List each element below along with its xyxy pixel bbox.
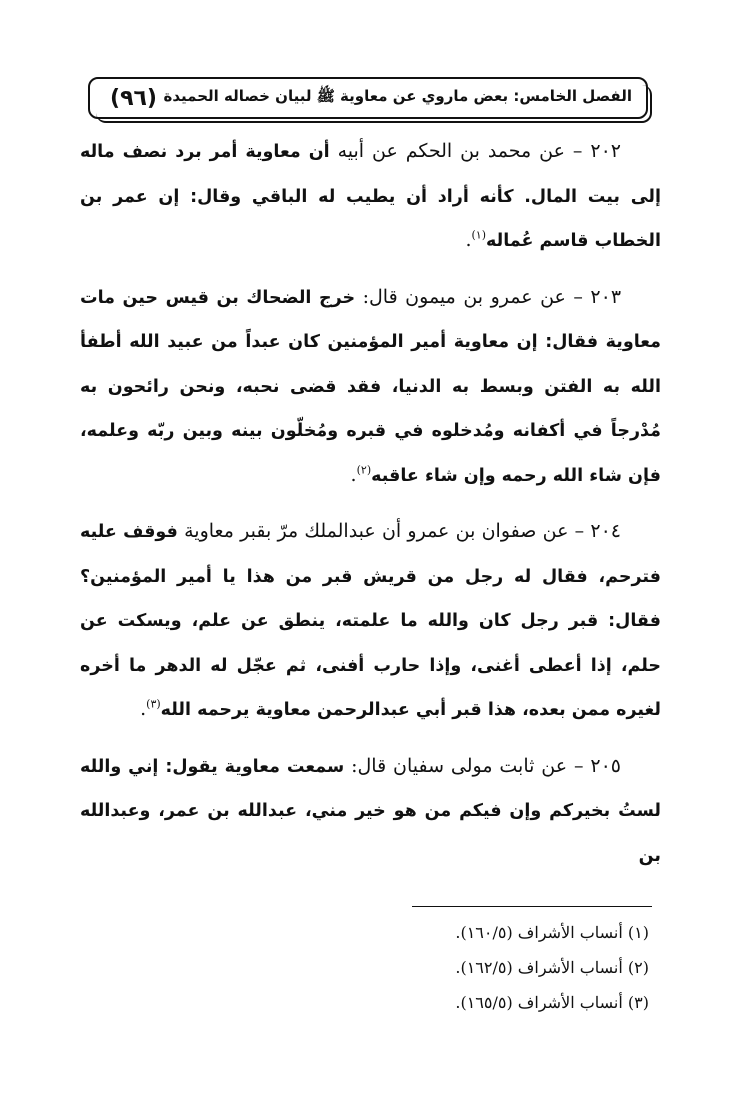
hadith-chain: عن صفوان بن عمرو أن عبدالملك مرّ بقبر معاوية <box>184 520 569 542</box>
running-header <box>88 77 648 119</box>
main-text <box>80 130 661 890</box>
footnote-reference: (١) <box>471 228 487 242</box>
footnote-1: (١) أنساب الأشراف (١٦٠/٥). <box>455 923 649 942</box>
chapter-title: الفصل الخامس: بعض ماروي عن معاوية ﷺ لبيان خصاله الحميدة <box>163 87 632 105</box>
hadith-text: سمعت معاوية يقول: إني والله لستُ بخيركم وإن فيكم من هو خير مني، عبدالله بن عمر، وعبدالله بن <box>80 756 661 866</box>
hadith-chain: عن محمد بن الحكم عن أبيه <box>337 140 565 162</box>
hadith-end: . <box>350 463 357 486</box>
hadith-number: ٢٠٥ – <box>573 754 621 777</box>
page-number: (٩٦) <box>110 85 157 111</box>
footnotes <box>455 915 649 1020</box>
hadith-text: فوقف عليه فترحم، فقال له رجل من قريش قبر من هذا يا أمير المؤمنين؟ فقال: قبر رجل كان والله ما علمته، ينطق عن علم، ويسكت عن حلم، إذا أعطى أغنى، وإذا حارب أفنى، ثم عجّل له الدهر ما أخره لغيره ممن بعده، هذا قبر أبي عبدالرحمن معاوية يرحمه الله <box>80 522 661 720</box>
footnote-divider <box>412 906 652 907</box>
hadith-chain: عن ثابت مولى سفيان قال: <box>351 754 568 777</box>
footnote-3: (٣) أنساب الأشراف (١٦٥/٥). <box>455 993 649 1012</box>
hadith-text: خرج الضحاك بن قيس حين مات معاوية فقال: إن معاوية أمير المؤمنين كان عبداً من عبيد الله أطفأ الله به الفتن وبسط به الدنيا، فقد قضى نحبه، ونحن رائحون به مُدْرجاً في أكفانه ومُدخلوه في قبره ومُخلّون بينه وبين ربّه وعلمه، فإن شاء الله رحمه وإن شاء عاقبه <box>80 287 661 486</box>
hadith-chain: عن عمرو بن ميمون قال: <box>362 285 566 308</box>
hadith-end: . <box>140 698 147 720</box>
footnote-2: (٢) أنساب الأشراف (١٦٢/٥). <box>455 958 649 977</box>
hadith-205 <box>80 745 661 879</box>
hadith-number: ٢٠٣ – <box>573 285 622 308</box>
hadith-number: ٢٠٢ – <box>572 140 621 162</box>
hadith-204 <box>80 510 661 733</box>
hadith-202 <box>80 130 661 264</box>
hadith-203 <box>80 276 661 499</box>
footnote-reference: (٢) <box>356 463 372 477</box>
hadith-text: أن معاوية أمر برد نصف ماله إلى بيت المال. كأنه أراد أن يطيب له الباقي وقال: إن عمر بن الخطاب قاسم عُماله <box>80 142 661 251</box>
hadith-number: ٢٠٤ – <box>574 520 622 542</box>
footnote-reference: (٣) <box>146 697 161 711</box>
hadith-end: . <box>465 229 472 251</box>
